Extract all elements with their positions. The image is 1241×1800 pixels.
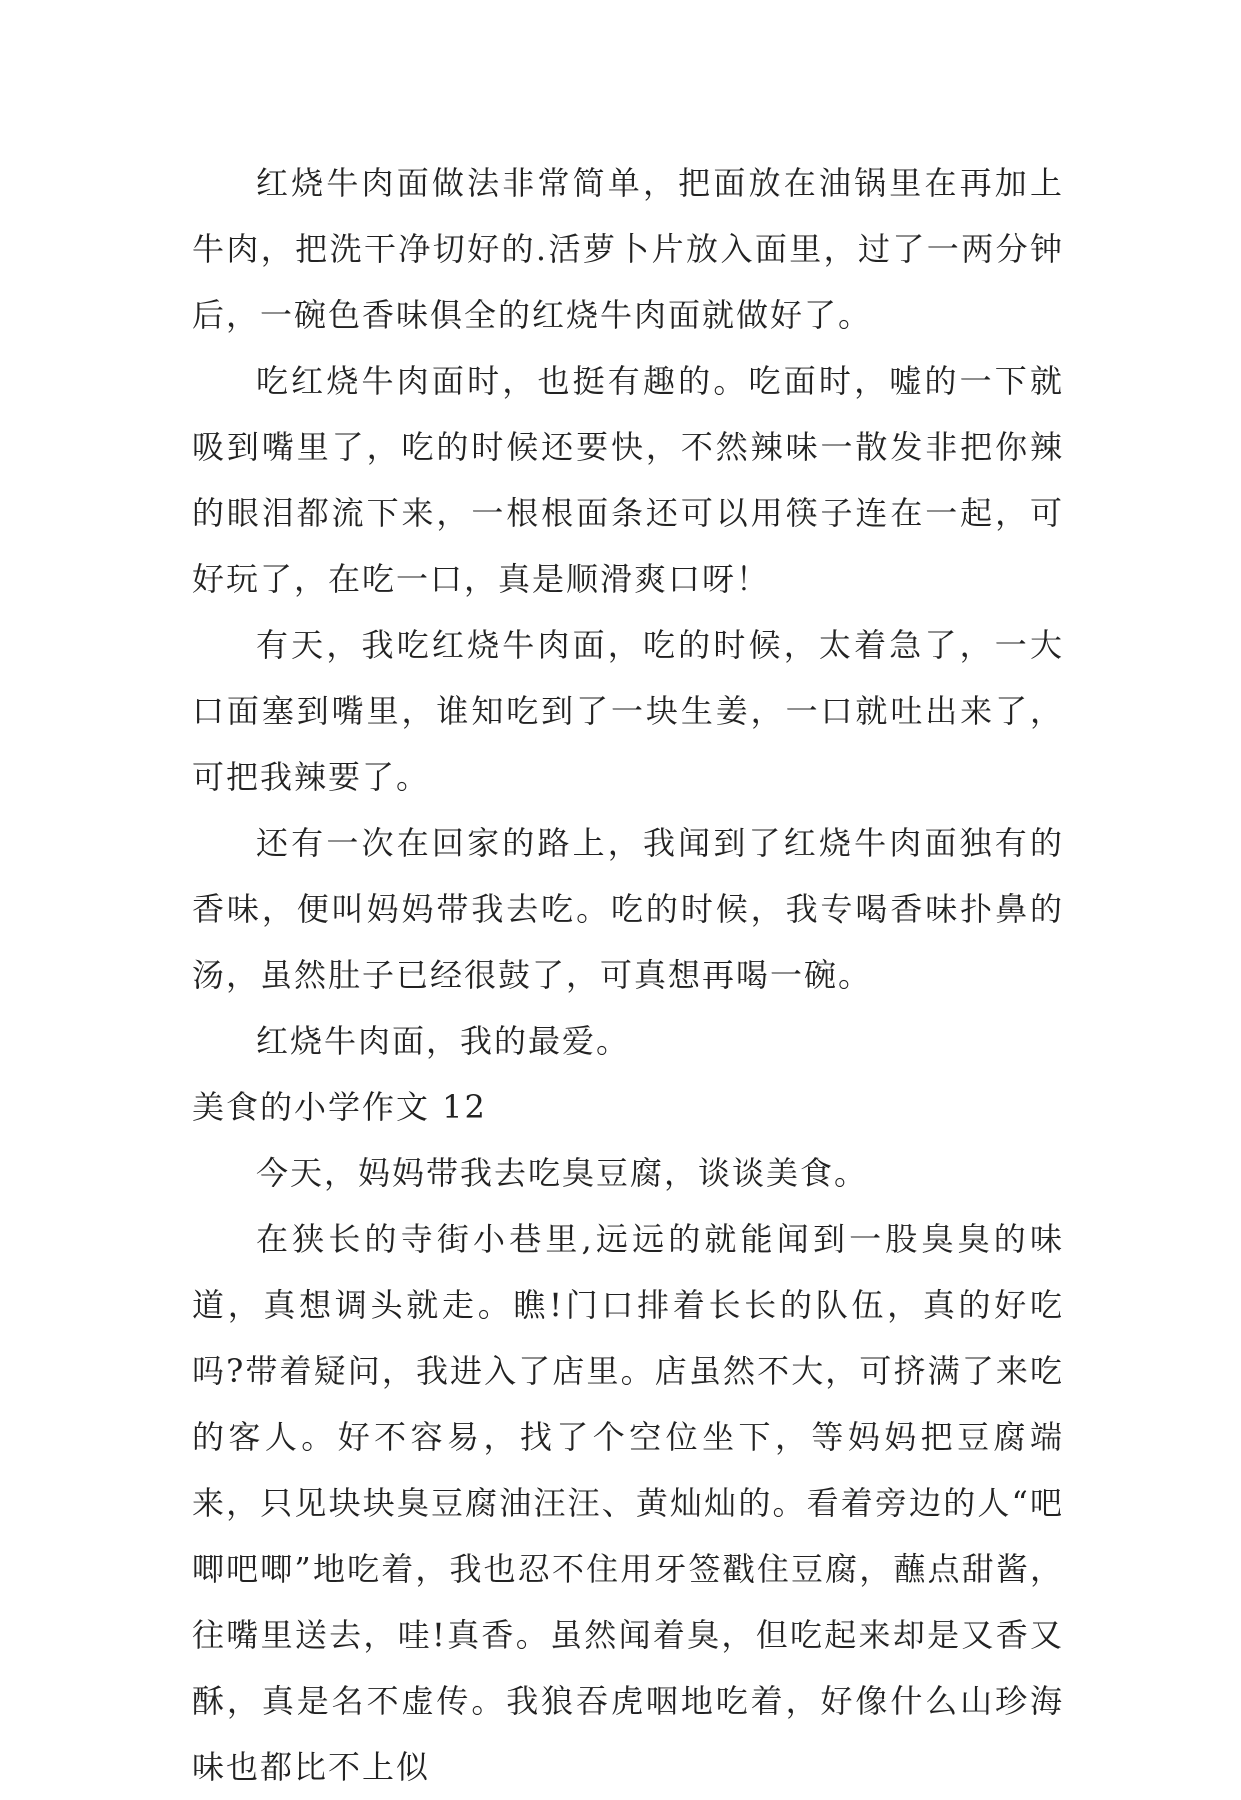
paragraph: 有天，我吃红烧牛肉面，吃的时候，太着急了，一大口面塞到嘴里，谁知吃到了一块生姜，一口就吐出来了，可把我辣要了。 — [192, 626, 1064, 796]
paragraph: 今天，妈妈带我去吃臭豆腐，谈谈美食。 — [256, 1154, 869, 1192]
paragraph: 红烧牛肉面，我的最爱。 — [256, 1022, 631, 1060]
paragraph: 在狭长的寺街小巷里,远远的就能闻到一股臭臭的味道，真想调头就走。瞧!门口排着长长的队伍，真的好吃吗?带着疑问，我进入了店里。店虽然不大，可挤满了来吃的客人。好不容易，找了个空位坐下，等妈妈把豆腐端来，只见块块臭豆腐油汪汪、黄灿灿的。看着旁边的人“吧唧吧唧”地吃着，我也忍不住用牙签戳住豆腐，蘸点甜酱，往嘴里送去，哇!真香。虽然闻着臭，但吃起来却是又香又酥，真是名不虚传。我狼吞虎咽地吃着，好像什么山珍海味也都比不上似 — [192, 1220, 1064, 1786]
section-title: 美食的小学作文 12 — [192, 1088, 487, 1126]
essay-body — [192, 150, 1064, 1800]
paragraph: 红烧牛肉面做法非常简单，把面放在油锅里在再加上牛肉，把洗干净切好的.活萝卜片放入面里，过了一两分钟后，一碗色香味俱全的红烧牛肉面就做好了。 — [192, 164, 1064, 334]
paragraph: 吃红烧牛肉面时，也挺有趣的。吃面时，嘘的一下就吸到嘴里了，吃的时候还要快，不然辣味一散发非把你辣的眼泪都流下来，一根根面条还可以用筷子连在一起，可好玩了，在吃一口，真是顺滑爽口呀！ — [192, 362, 1064, 598]
paragraph: 还有一次在回家的路上，我闻到了红烧牛肉面独有的香味，便叫妈妈带我去吃。吃的时候，我专喝香味扑鼻的汤，虽然肚子已经很鼓了，可真想再喝一碗。 — [192, 824, 1064, 994]
